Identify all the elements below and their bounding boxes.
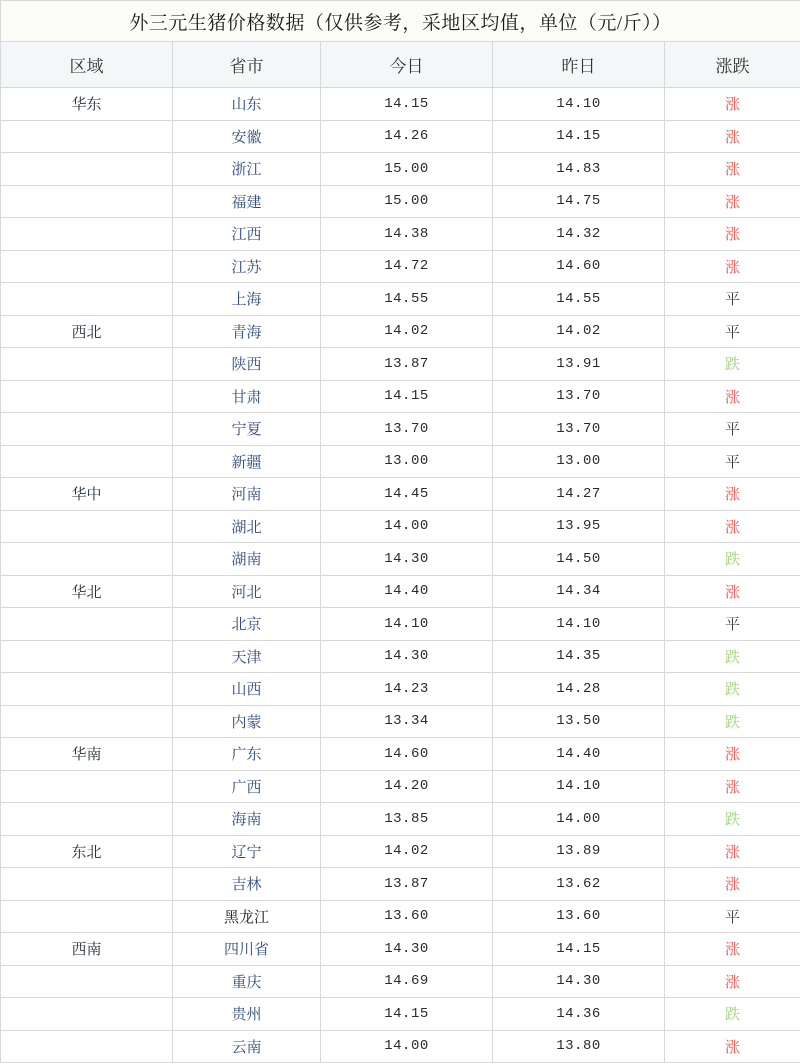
cell-today-price: 14.72 (321, 250, 493, 283)
cell-yesterday-price: 13.91 (493, 348, 665, 381)
cell-region (1, 445, 173, 478)
cell-today-price: 14.02 (321, 315, 493, 348)
cell-province: 陕西 (173, 348, 321, 381)
table-row (1, 738, 800, 771)
cell-today-price: 15.00 (321, 153, 493, 186)
table-row (1, 835, 800, 868)
cell-region (1, 380, 173, 413)
cell-region (1, 868, 173, 901)
table-row (1, 283, 800, 316)
table-row (1, 933, 800, 966)
cell-province: 吉林 (173, 868, 321, 901)
cell-change-indicator: 跌 (665, 803, 800, 836)
cell-today-price: 13.70 (321, 413, 493, 446)
cell-today-price: 13.87 (321, 348, 493, 381)
cell-change-indicator: 跌 (665, 348, 800, 381)
column-header-today: 今日 (321, 42, 493, 88)
table-row (1, 315, 800, 348)
table-row (1, 120, 800, 153)
cell-change-indicator: 跌 (665, 640, 800, 673)
cell-yesterday-price: 13.70 (493, 380, 665, 413)
table-row (1, 218, 800, 251)
cell-change-indicator: 涨 (665, 250, 800, 283)
cell-today-price: 14.40 (321, 575, 493, 608)
cell-change-indicator: 平 (665, 315, 800, 348)
column-header-yesterday: 昨日 (493, 42, 665, 88)
table-row (1, 348, 800, 381)
cell-province: 福建 (173, 185, 321, 218)
table-row (1, 803, 800, 836)
cell-yesterday-price: 14.40 (493, 738, 665, 771)
cell-today-price: 14.15 (321, 88, 493, 121)
cell-yesterday-price: 14.55 (493, 283, 665, 316)
cell-change-indicator: 涨 (665, 835, 800, 868)
cell-today-price: 13.87 (321, 868, 493, 901)
cell-yesterday-price: 14.75 (493, 185, 665, 218)
table-body (1, 1, 800, 1063)
cell-province: 广东 (173, 738, 321, 771)
cell-region (1, 413, 173, 446)
cell-yesterday-price: 14.00 (493, 803, 665, 836)
table-row (1, 250, 800, 283)
cell-region (1, 348, 173, 381)
cell-today-price: 14.20 (321, 770, 493, 803)
cell-yesterday-price: 13.62 (493, 868, 665, 901)
table-title-row (1, 1, 800, 42)
cell-province: 湖南 (173, 543, 321, 576)
cell-change-indicator: 平 (665, 900, 800, 933)
cell-province: 天津 (173, 640, 321, 673)
cell-change-indicator: 涨 (665, 380, 800, 413)
cell-province: 内蒙 (173, 705, 321, 738)
cell-today-price: 14.00 (321, 510, 493, 543)
cell-yesterday-price: 14.30 (493, 965, 665, 998)
cell-yesterday-price: 13.00 (493, 445, 665, 478)
table-row (1, 705, 800, 738)
cell-today-price: 14.69 (321, 965, 493, 998)
cell-today-price: 13.60 (321, 900, 493, 933)
cell-today-price: 13.34 (321, 705, 493, 738)
column-header-change: 涨跌 (665, 42, 800, 88)
cell-province: 河北 (173, 575, 321, 608)
cell-yesterday-price: 14.36 (493, 998, 665, 1031)
cell-change-indicator: 涨 (665, 770, 800, 803)
cell-yesterday-price: 14.02 (493, 315, 665, 348)
cell-yesterday-price: 13.50 (493, 705, 665, 738)
cell-change-indicator: 平 (665, 413, 800, 446)
cell-region (1, 543, 173, 576)
cell-change-indicator: 平 (665, 283, 800, 316)
cell-today-price: 14.23 (321, 673, 493, 706)
cell-change-indicator: 涨 (665, 738, 800, 771)
cell-region: 华中 (1, 478, 173, 511)
cell-province: 浙江 (173, 153, 321, 186)
cell-region (1, 510, 173, 543)
cell-province: 云南 (173, 1030, 321, 1063)
cell-today-price: 13.85 (321, 803, 493, 836)
table-title: 外三元生猪价格数据（仅供参考，采地区均值，单位（元/斤）） (1, 1, 800, 42)
cell-change-indicator: 跌 (665, 998, 800, 1031)
table-row (1, 575, 800, 608)
cell-change-indicator: 跌 (665, 705, 800, 738)
cell-province: 海南 (173, 803, 321, 836)
cell-today-price: 14.26 (321, 120, 493, 153)
cell-change-indicator: 涨 (665, 185, 800, 218)
cell-today-price: 14.00 (321, 1030, 493, 1063)
table-row (1, 153, 800, 186)
table-row (1, 445, 800, 478)
cell-region: 西北 (1, 315, 173, 348)
cell-region (1, 640, 173, 673)
column-header-province: 省市 (173, 42, 321, 88)
cell-yesterday-price: 14.32 (493, 218, 665, 251)
cell-change-indicator: 涨 (665, 575, 800, 608)
cell-change-indicator: 涨 (665, 218, 800, 251)
cell-today-price: 14.15 (321, 998, 493, 1031)
cell-province: 青海 (173, 315, 321, 348)
cell-region (1, 608, 173, 641)
cell-today-price: 13.00 (321, 445, 493, 478)
cell-region (1, 1030, 173, 1063)
cell-today-price: 14.38 (321, 218, 493, 251)
cell-province: 广西 (173, 770, 321, 803)
cell-change-indicator: 涨 (665, 120, 800, 153)
cell-change-indicator: 涨 (665, 510, 800, 543)
cell-yesterday-price: 14.35 (493, 640, 665, 673)
cell-yesterday-price: 14.60 (493, 250, 665, 283)
cell-today-price: 14.30 (321, 640, 493, 673)
cell-yesterday-price: 13.89 (493, 835, 665, 868)
table-row (1, 413, 800, 446)
cell-region (1, 770, 173, 803)
cell-province: 湖北 (173, 510, 321, 543)
table-row (1, 868, 800, 901)
cell-today-price: 14.55 (321, 283, 493, 316)
cell-yesterday-price: 14.15 (493, 120, 665, 153)
cell-yesterday-price: 14.27 (493, 478, 665, 511)
column-header-region: 区域 (1, 42, 173, 88)
cell-province: 贵州 (173, 998, 321, 1031)
cell-yesterday-price: 13.70 (493, 413, 665, 446)
cell-yesterday-price: 13.80 (493, 1030, 665, 1063)
cell-province: 辽宁 (173, 835, 321, 868)
table-row (1, 608, 800, 641)
cell-today-price: 15.00 (321, 185, 493, 218)
cell-region (1, 250, 173, 283)
cell-yesterday-price: 14.10 (493, 770, 665, 803)
cell-region (1, 900, 173, 933)
cell-change-indicator: 涨 (665, 153, 800, 186)
cell-change-indicator: 涨 (665, 478, 800, 511)
cell-change-indicator: 涨 (665, 1030, 800, 1063)
table-header-row (1, 42, 800, 88)
table-row (1, 88, 800, 121)
cell-province: 黑龙江 (173, 900, 321, 933)
table-row (1, 1030, 800, 1063)
cell-province: 新疆 (173, 445, 321, 478)
table-row (1, 510, 800, 543)
cell-region (1, 803, 173, 836)
table-row (1, 478, 800, 511)
cell-today-price: 14.15 (321, 380, 493, 413)
cell-region (1, 998, 173, 1031)
cell-region (1, 153, 173, 186)
cell-yesterday-price: 13.95 (493, 510, 665, 543)
cell-yesterday-price: 13.60 (493, 900, 665, 933)
cell-region (1, 673, 173, 706)
cell-today-price: 14.10 (321, 608, 493, 641)
table-row (1, 640, 800, 673)
cell-yesterday-price: 14.83 (493, 153, 665, 186)
cell-province: 甘肃 (173, 380, 321, 413)
table-row (1, 770, 800, 803)
cell-change-indicator: 涨 (665, 933, 800, 966)
cell-yesterday-price: 14.34 (493, 575, 665, 608)
cell-region: 西南 (1, 933, 173, 966)
cell-province: 江苏 (173, 250, 321, 283)
cell-province: 北京 (173, 608, 321, 641)
cell-region (1, 218, 173, 251)
cell-change-indicator: 涨 (665, 965, 800, 998)
cell-province: 宁夏 (173, 413, 321, 446)
cell-province: 重庆 (173, 965, 321, 998)
table-row (1, 380, 800, 413)
cell-today-price: 14.30 (321, 543, 493, 576)
table-row (1, 965, 800, 998)
cell-yesterday-price: 14.50 (493, 543, 665, 576)
cell-change-indicator: 跌 (665, 673, 800, 706)
table-row (1, 998, 800, 1031)
cell-change-indicator: 平 (665, 445, 800, 478)
cell-region: 华北 (1, 575, 173, 608)
cell-region: 华南 (1, 738, 173, 771)
cell-region (1, 283, 173, 316)
cell-province: 四川省 (173, 933, 321, 966)
table-row (1, 673, 800, 706)
cell-today-price: 14.30 (321, 933, 493, 966)
cell-change-indicator: 涨 (665, 868, 800, 901)
cell-province: 安徽 (173, 120, 321, 153)
cell-yesterday-price: 14.15 (493, 933, 665, 966)
cell-province: 江西 (173, 218, 321, 251)
table-row (1, 543, 800, 576)
cell-province: 河南 (173, 478, 321, 511)
cell-region: 东北 (1, 835, 173, 868)
cell-change-indicator: 跌 (665, 543, 800, 576)
cell-region (1, 705, 173, 738)
cell-province: 上海 (173, 283, 321, 316)
cell-province: 山东 (173, 88, 321, 121)
cell-region (1, 965, 173, 998)
cell-yesterday-price: 14.28 (493, 673, 665, 706)
cell-today-price: 14.45 (321, 478, 493, 511)
cell-change-indicator: 平 (665, 608, 800, 641)
cell-province: 山西 (173, 673, 321, 706)
table-row (1, 185, 800, 218)
cell-region (1, 185, 173, 218)
table-row (1, 900, 800, 933)
cell-region (1, 120, 173, 153)
cell-region: 华东 (1, 88, 173, 121)
cell-today-price: 14.60 (321, 738, 493, 771)
cell-yesterday-price: 14.10 (493, 88, 665, 121)
cell-yesterday-price: 14.10 (493, 608, 665, 641)
cell-change-indicator: 涨 (665, 88, 800, 121)
cell-today-price: 14.02 (321, 835, 493, 868)
